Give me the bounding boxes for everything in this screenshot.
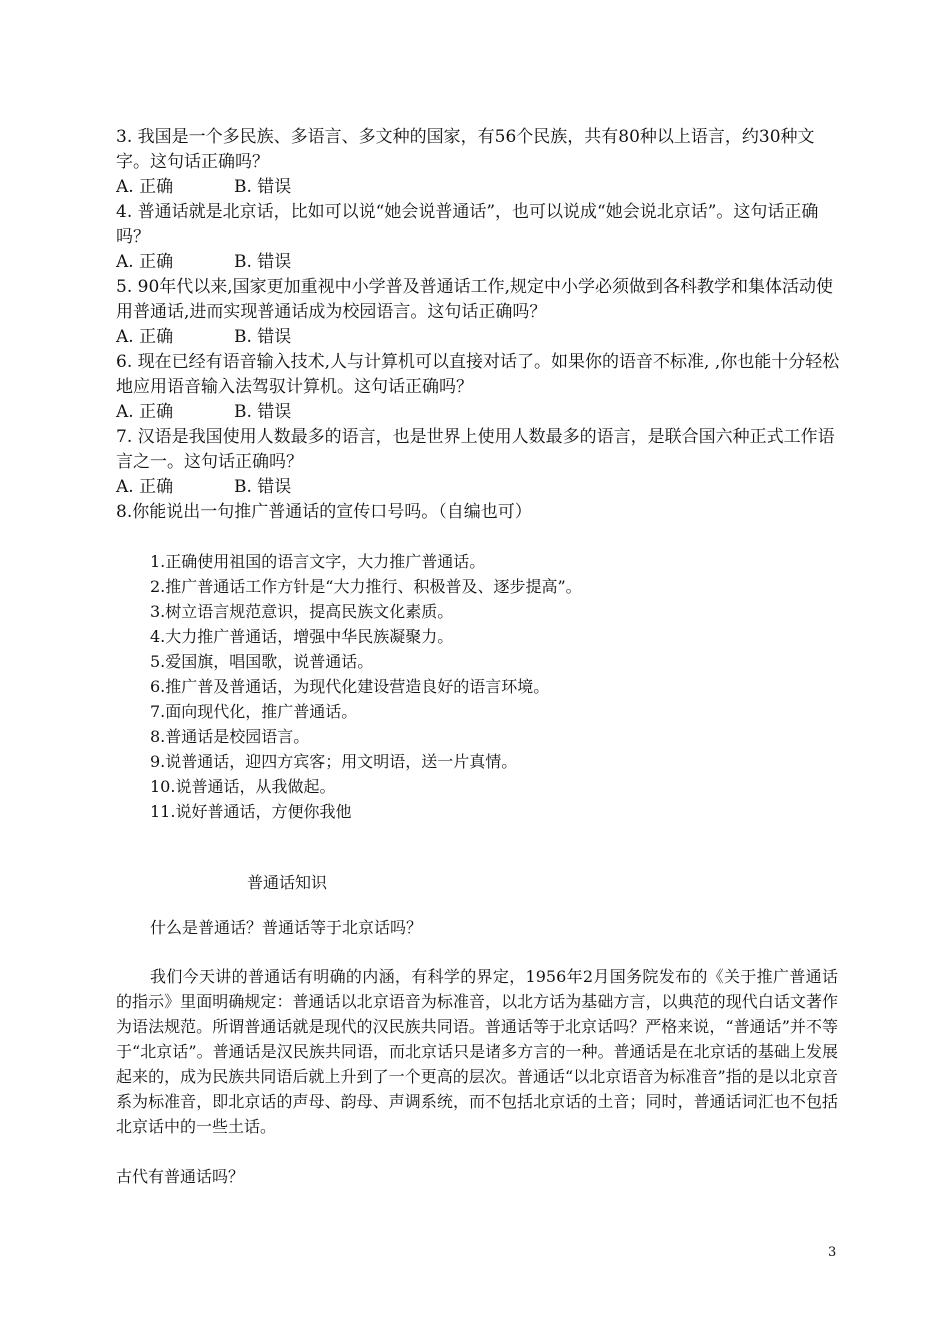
slogan-item: 10.说普通话，从我做起。 xyxy=(150,777,336,796)
option-a: A. 正确 xyxy=(116,477,174,497)
slogan-item: 3.树立语言规范意识，提高民族文化素质。 xyxy=(150,602,454,621)
question-options xyxy=(116,250,846,275)
page-number: 3 xyxy=(828,1245,837,1260)
slogan-item: 8.普通话是校园语言。 xyxy=(150,727,310,746)
section-question: 什么是普通话？普通话等于北京话吗？ xyxy=(150,918,423,937)
slogan-item: 7.面向现代化，推广普通话。 xyxy=(150,702,358,721)
option-b: B. 错误 xyxy=(234,252,292,272)
question-text: 4. 普通话就是北京话，比如可以说“她会说普通话”，也可以说成“她会说北京话”。这句话正确吗？ xyxy=(116,202,819,247)
slogan-item: 11.说好普通话，方便你我他 xyxy=(150,802,352,821)
question-4 xyxy=(116,200,846,275)
question-text: 3. 我国是一个多民族、多语言、多文种的国家，有56个民族，共有80种以上语言，约30种文字。这句话正确吗？ xyxy=(116,127,815,172)
section-title: 普通话知识 xyxy=(247,873,328,892)
option-b: B. 错误 xyxy=(234,177,292,197)
section-paragraph: 我们今天讲的普通话有明确的内涵，有科学的界定，1956年2月国务院发布的《关于推广普通话的指示》里面明确规定：普通话以北京语音为标准音，以北方话为基础方言，以典范的现代白话文著作为语法规范。所谓普通话就是现代的汉民族共同语。普通话等于北京话吗？严格来说，“普通话”并不等于“北京话”。普通话是汉民族共同语，而北京话只是诸多方言的一种。普通话是在北京话的基础上发展起来的，成为民族共同语后就上升到了一个更高的层次。普通话“以北京语音为标准音”指的是以北京音系为标准音，即北京话的声母、韵母、声调系统，而不包括北京话的土音；同时，普通话词汇也不包括北京话中的一些土话。 xyxy=(116,967,838,1136)
question-3 xyxy=(116,125,846,200)
slogan-item: 4.大力推广普通话，增强中华民族凝聚力。 xyxy=(150,627,454,646)
option-b: B. 错误 xyxy=(234,402,292,422)
option-a: A. 正确 xyxy=(116,177,174,197)
slogan-item: 6.推广普及普通话，为现代化建设营造良好的语言环境。 xyxy=(150,677,550,696)
slogan-item: 2.推广普通话工作方针是“大力推行、积极普及、逐步提高”。 xyxy=(150,577,582,596)
question-5 xyxy=(116,275,846,350)
question-options xyxy=(116,175,846,200)
slogan-item: 5.爱国旗，唱国歌，说普通话。 xyxy=(150,652,374,671)
question-8: 8.你能说出一句推广普通话的宣传口号吗。（自编也可） xyxy=(116,502,532,522)
question-text: 7. 汉语是我国使用人数最多的语言，也是世界上使用人数最多的语言，是联合国六种正式工作语言之一。这句话正确吗？ xyxy=(116,427,835,472)
option-b: B. 错误 xyxy=(234,327,292,347)
question-options xyxy=(116,325,846,350)
question-options xyxy=(116,475,846,500)
question-options xyxy=(116,400,846,425)
quiz-questions xyxy=(116,125,846,525)
question-text: 6. 现在已经有语音输入技术,人与计算机可以直接对话了。如果你的语音不标准, ,你也能十分轻松地应用语音输入法驾驭计算机。这句话正确吗？ xyxy=(116,352,840,397)
question-6 xyxy=(116,350,846,425)
slogan-list xyxy=(150,549,830,824)
option-a: A. 正确 xyxy=(116,327,174,347)
question-7 xyxy=(116,425,846,500)
option-b: B. 错误 xyxy=(234,477,292,497)
option-a: A. 正确 xyxy=(116,252,174,272)
slogan-item: 9.说普通话，迎四方宾客；用文明语，送一片真情。 xyxy=(150,752,518,771)
slogan-item: 1.正确使用祖国的语言文字，大力推广普通话。 xyxy=(150,552,486,571)
option-a: A. 正确 xyxy=(116,402,174,422)
question-text: 5. 90年代以来,国家更加重视中小学普及普通话工作,规定中小学必须做到各科教学和集体活动使用普通话,进而实现普通话成为校园语言。这句话正确吗？ xyxy=(116,277,834,322)
next-question: 古代有普通话吗？ xyxy=(116,1167,245,1186)
